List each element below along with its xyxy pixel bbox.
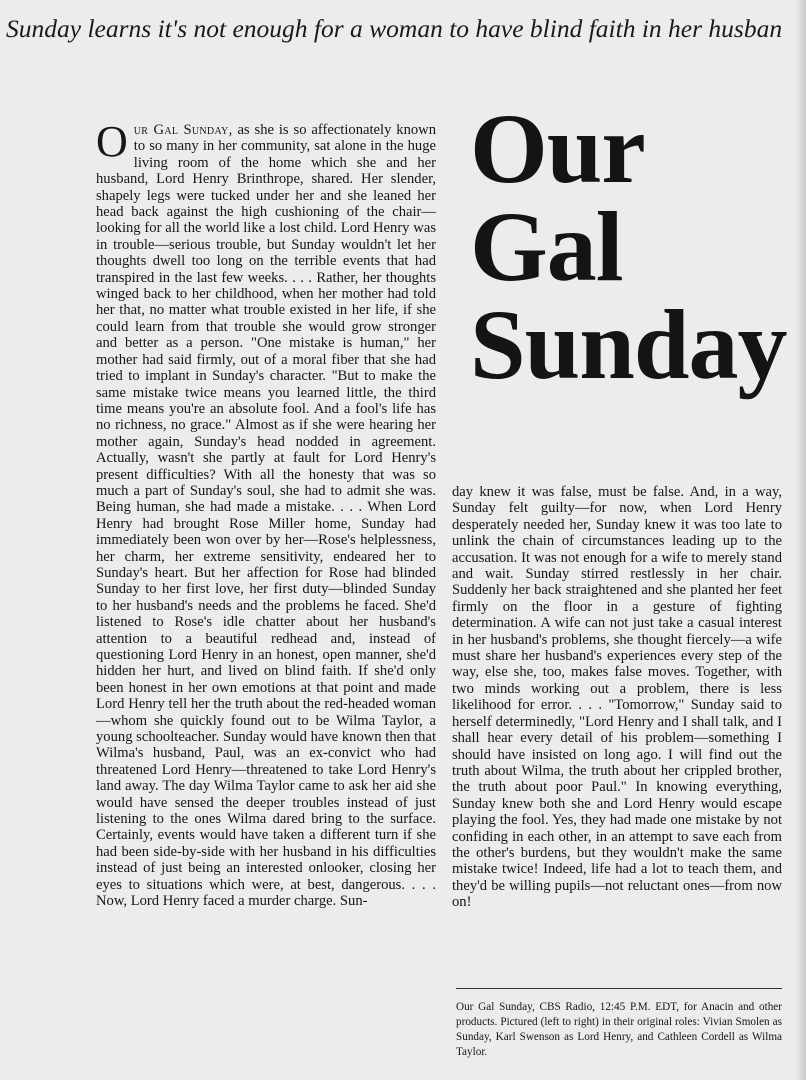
story-column-right: day knew it was false, must be false. And, in a way, Sunday felt guilty—for now, when Lord Henry desperately needed her, Sunday knew it was too late to unlink the chain of circumstances leading up to the accusation. It was not enough for a wife to merely stand and wait. Sunday stirred restlessly in her chair. Suddenly her back straightened and she planted her feet firmly on the floor in a gesture of fighting determination. A wife can not just take a casual interest in her husband's problems, she thought fiercely—a wife must share her husband's experiences every step of the way, else she, too, makes false moves. Together, with two minds working out a problem, there is less likelihood for error. . . . "Tomorrow," Sunday said to herself determinedly, "Lord Henry and I shall talk, and I shall hear every detail of his problem—something I should have insisted on long ago. I will find out the truth about Wilma, the truth about her crippled brother, the truth about poor Paul." In knowing everything, Sunday knew both she and Lord Henry would escape playing the fool. Yes, they had made one mistake by not confiding in each other, in an attempt to save each from the other's burdens, but they wouldn't make the same mistake twice! Indeed, life had a lot to teach them, and they'd be willing pupils—not reluctant ones—from now on! — [452, 484, 782, 911]
drop-cap: O — [96, 117, 128, 166]
title-line-2: Gal — [470, 191, 623, 302]
story-column-left — [96, 117, 437, 910]
story-text-left: as she is so affectionately known to so many in her community, sat alone in the huge living room of the home which she and her husband, Lord Henry Brinthrope, shared. Her slender, shapely legs were tucked under her and she leaned her head back against the high cushioning of the chair—looking for all the world like a lost child. Lord Henry was in trouble—serious trouble, but Sunday wouldn't let her thoughts dwell too long on the terrible events that had transpired in the last few weeks. . . . Rather, her thoughts winged back to her childhood, when her mother had told her that, no matter what trouble existed in her life, if she could learn from that trouble she would grow stronger and better as a person. "One mistake is human," her mother had said firmly, out of a moral fiber that she had tried to implant in Sunday's character. "But to make the same mistake twice means you learned little, the third time means you're an absolute fool. And a fool's life has no richness, no grace." Almost as if she were hearing her mother again, Sunday's head nodded in agreement. Actually, wasn't she partly at fault for Lord Henry's present difficulties? With all the honesty that was so much a part of Sunday's soul, she had to admit she was. Being human, she had made a mistake. . . . When Lord Henry had brought Rose Miller home, Sunday had immediately been won over by her—Rose's helplessness, her charm, her extreme sensitivity, endeared her to Sunday's heart. But her affection for Rose had blinded Sunday to her first love, her first duty—blinded Sunday to her husband's needs and the problems he faced. She'd listened to Rose's idle chatter about her husband's attention to a beautiful redhead and, instead of questioning Lord Henry in an honest, open manner, she'd hidden her hurt, and lived on blind faith. If she'd only been honest in her own emotions at that point and made Lord Henry tell her the truth about the red-headed woman—whom she quickly found out to be Wilma Taylor, a young schoolteacher. Sunday would have known then that Wilma's husband, Paul, was an ex-convict who had threatened Lord Henry—threatened to take Lord Henry's land away. The day Wilma Taylor came to ask her aid she would have sensed the deeper troubles instead of just listening to the ones Wilma dared bring to the surface. Certainly, events would have taken a different turn if she had been side-by-side with her husband in his difficulties instead of just being an interested onlooker, closing her eyes to situations which were, at best, dangerous. . . . Now, Lord Henry faced a murder charge. Sun- — [96, 122, 437, 910]
page-edge-shadow — [796, 0, 806, 1080]
credit-divider — [456, 988, 782, 989]
program-credit: Our Gal Sunday, CBS Radio, 12:45 P.M. EDT, for Anacin and other products. Pictured (left to right) in their original roles: Vivian Smolen as Sunday, Karl Swenson as Lord Henry, and Cathleen Cordell as Wilma Taylor. — [456, 1001, 782, 1058]
title-line-1: Our — [470, 93, 645, 204]
article-headline: Sunday learns it's not enough for a woman to have blind faith in her husban — [6, 14, 783, 43]
title-line-3: Sunday — [470, 289, 787, 400]
lead-in: ur Gal Sunday, — [133, 122, 233, 138]
article-title — [470, 93, 787, 400]
